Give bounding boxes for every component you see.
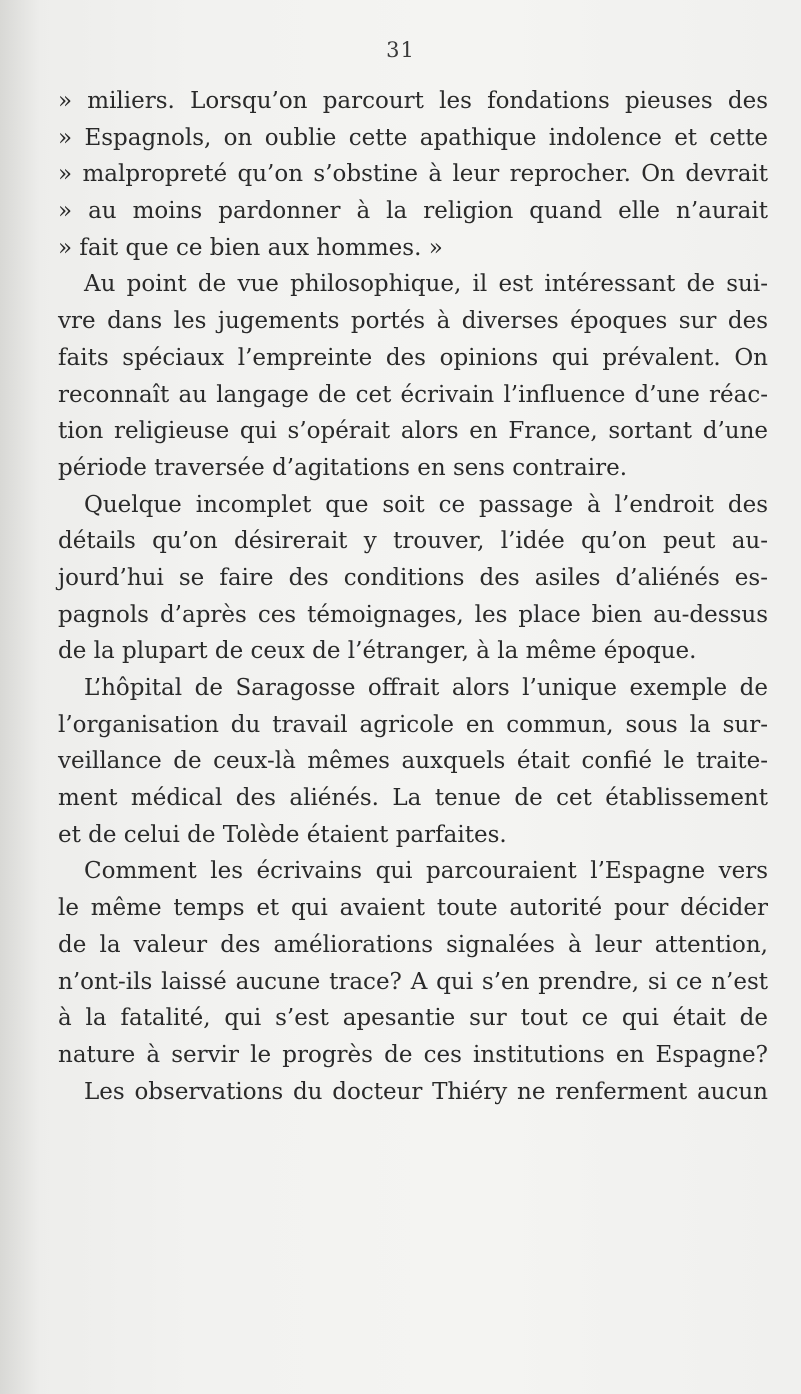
body-text	[58, 83, 768, 1110]
text-line: Les observations du docteur Thiéry ne renferment aucun	[84, 1078, 768, 1105]
gutter-shadow	[0, 0, 40, 1394]
text-line: Comment les écrivains qui parcouraient l’Espagne vers	[84, 858, 768, 885]
text-line: veillance de ceux-là mêmes auxquels était confié le traite-	[58, 748, 768, 775]
text-line: vre dans les jugements portés à diverses époques sur des	[58, 308, 768, 335]
text-line: et de celui de Tolède étaient parfaites.	[58, 821, 507, 848]
text-line: » malpropreté qu’on s’obstine à leur reprocher. On devrait	[58, 161, 768, 188]
text-line: n’ont-ils laissé aucune trace? A qui s’en prendre, si ce n’est	[58, 968, 768, 995]
text-line: ment médical des aliénés. La tenue de cet établissement	[58, 785, 768, 812]
text-line: le même temps et qui avaient toute autorité pour décider	[58, 895, 768, 922]
page-number: 31	[386, 38, 415, 62]
text-line: nature à servir le progrès de ces institutions en Espagne?	[58, 1041, 768, 1068]
text-line: l’organisation du travail agricole en commun, sous la sur-	[58, 711, 768, 738]
text-line: à la fatalité, qui s’est apesantie sur tout ce qui était de	[58, 1005, 768, 1032]
text-line: de la valeur des améliorations signalées à leur attention,	[58, 931, 768, 958]
text-line: période traversée d’agitations en sens contraire.	[58, 454, 628, 481]
text-line: » fait que ce bien aux hommes. »	[58, 234, 443, 261]
text-line: Quelque incomplet que soit ce passage à l’endroit des	[84, 491, 768, 518]
text-line: détails qu’on désirerait y trouver, l’idée qu’on peut au-	[58, 528, 768, 555]
text-line: L’hôpital de Saragosse offrait alors l’unique exemple de	[84, 675, 768, 701]
text-line: Au point de vue philosophique, il est intéressant de sui-	[84, 271, 768, 298]
text-line: pagnols d’après ces témoignages, les place bien au-dessus	[58, 601, 768, 628]
text-line: jourd’hui se faire des conditions des asiles d’aliénés es-	[58, 564, 768, 591]
text-line: reconnaît au langage de cet écrivain l’influence d’une réac-	[58, 381, 768, 408]
text-line: de la plupart de ceux de l’étranger, à la même époque.	[58, 638, 697, 665]
text-line: faits spéciaux l’empreinte des opinions qui prévalent. On	[58, 344, 768, 371]
text-line: » miliers. Lorsqu’on parcourt les fondations pieuses des	[58, 88, 768, 114]
text-line: » Espagnols, on oublie cette apathique indolence et cette	[58, 124, 768, 151]
text-line: » au moins pardonner à la religion quand elle n’aurait	[58, 198, 768, 225]
text-line: tion religieuse qui s’opérait alors en France, sortant d’une	[58, 418, 768, 445]
